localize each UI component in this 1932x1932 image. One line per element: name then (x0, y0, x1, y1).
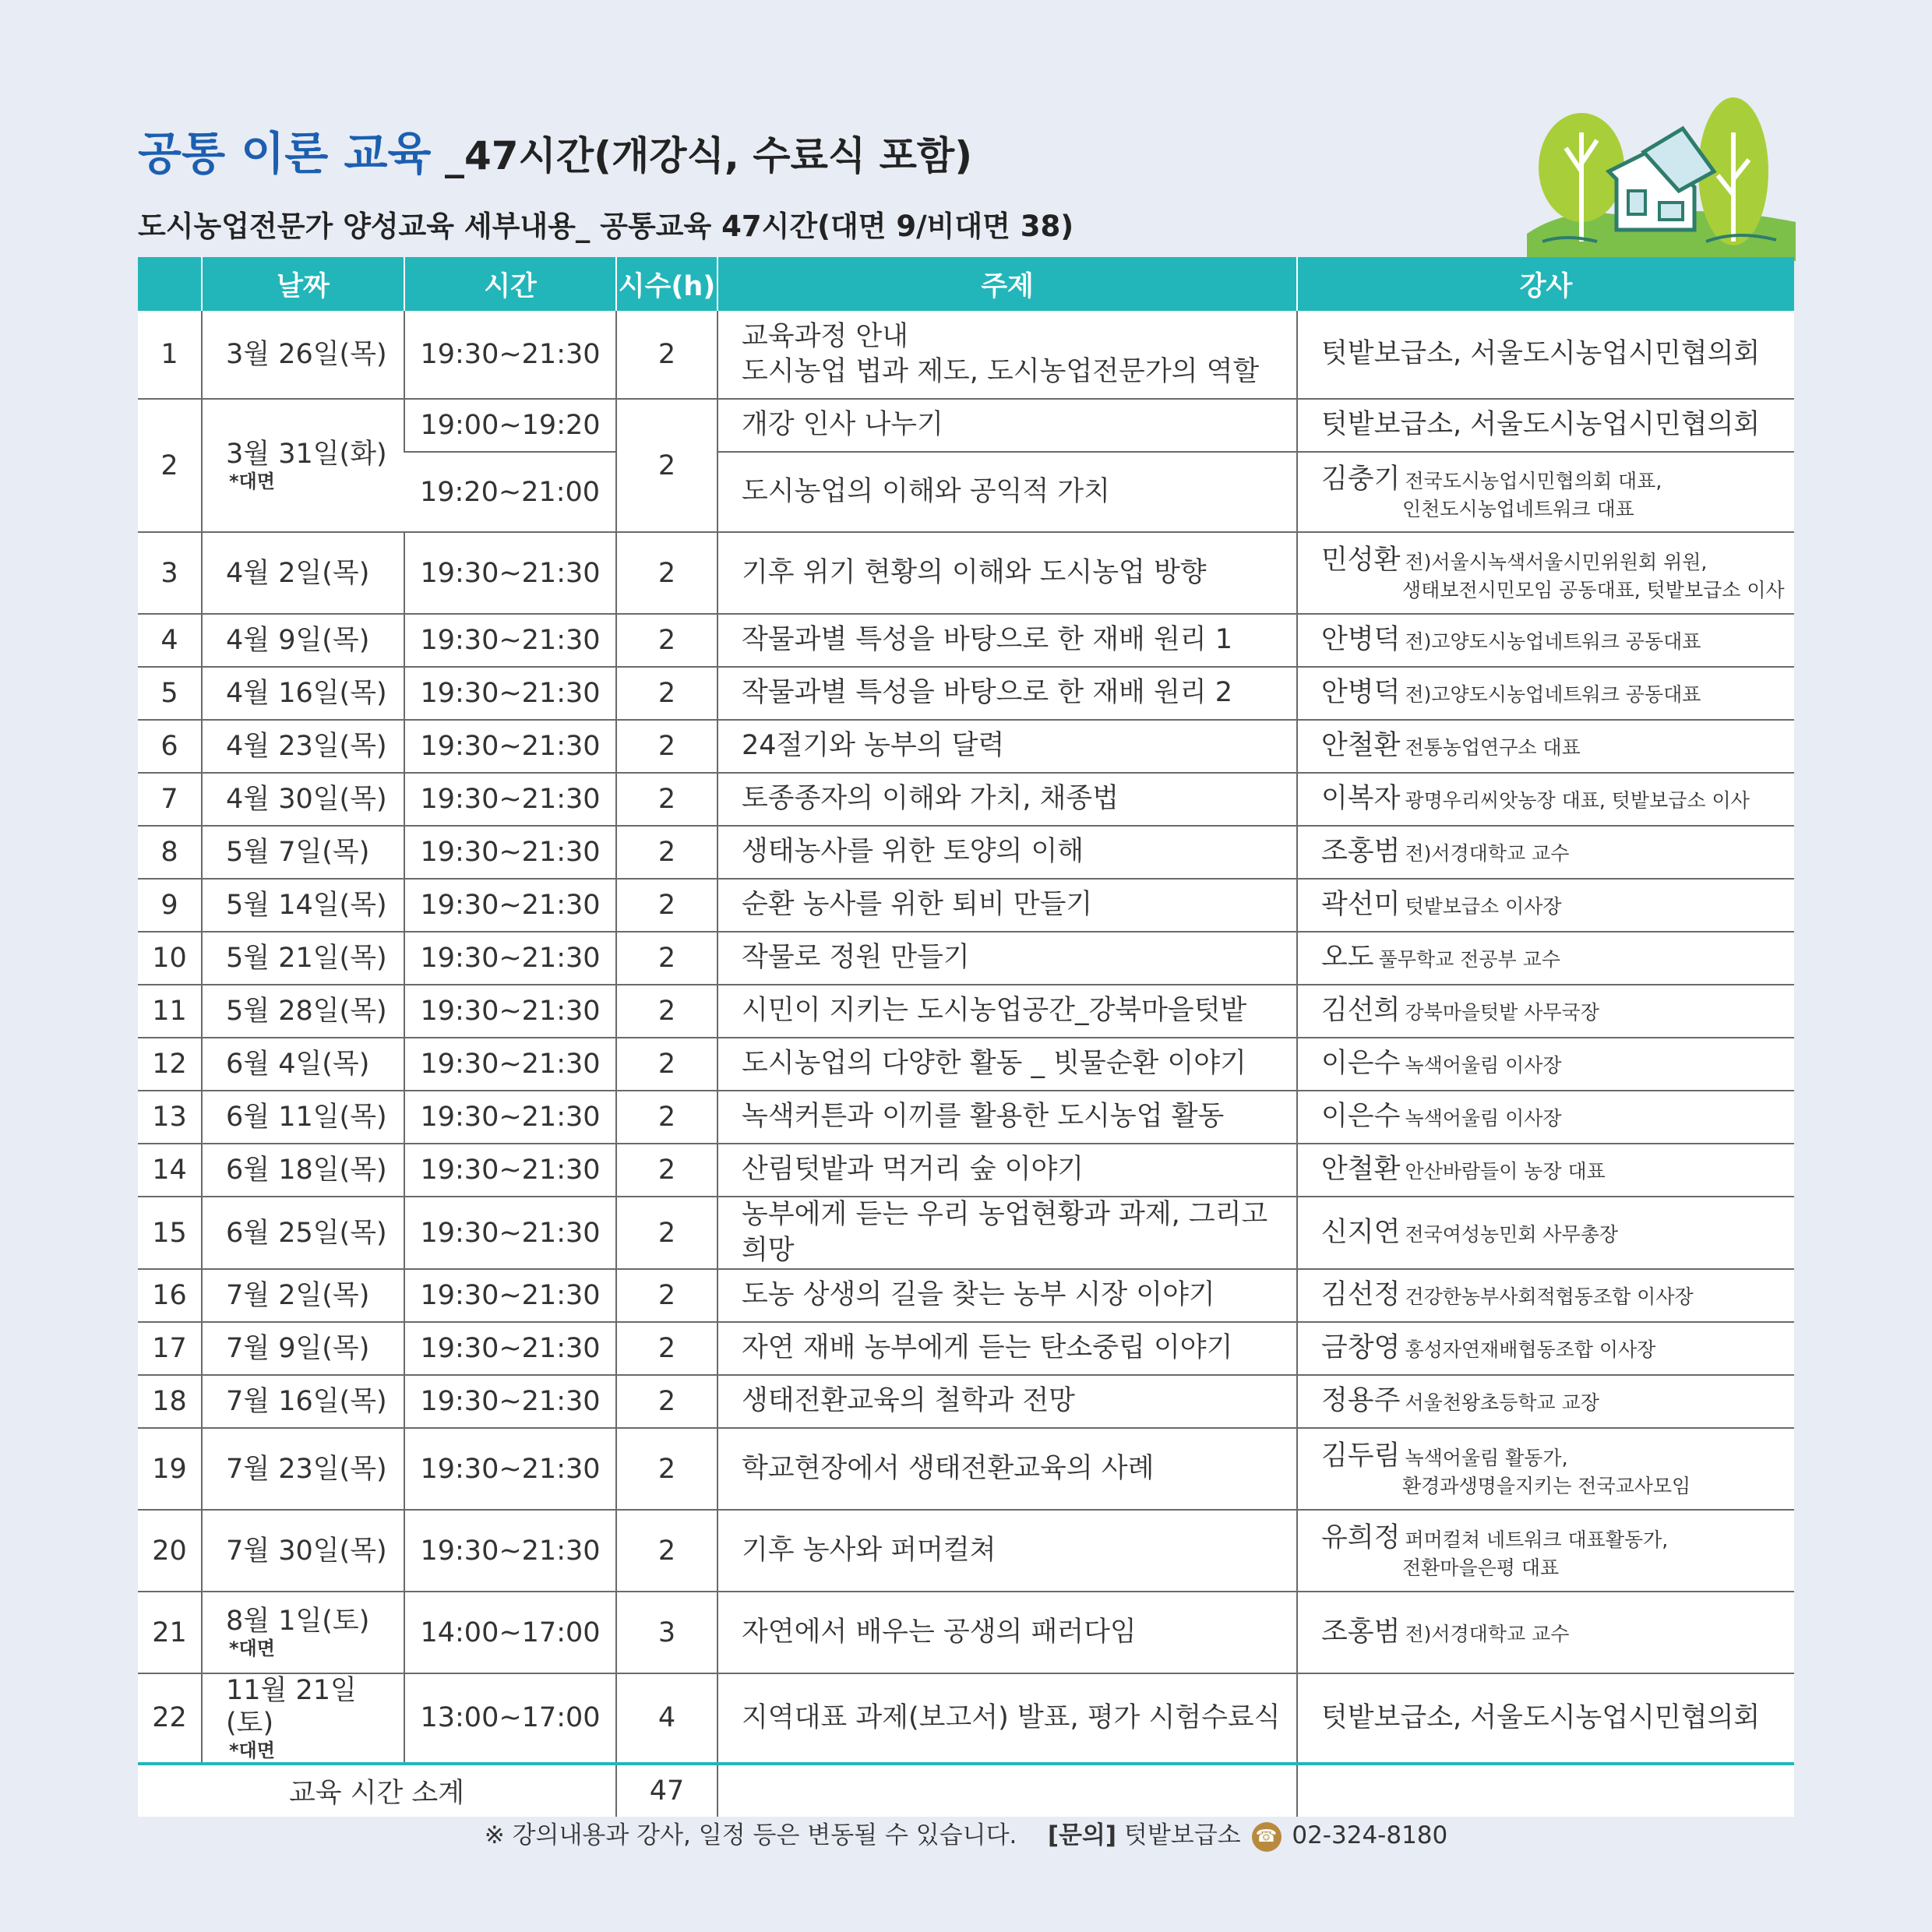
row-lecturer: 이은수 녹색어울림 이사장 (1297, 1091, 1794, 1144)
in-person-note: *대면 (229, 471, 275, 493)
row-lecturer: 안철환 안산바람들이 농장 대표 (1297, 1144, 1794, 1197)
row-lecturer: 금창영 홍성자연재배협동조합 이사장 (1297, 1322, 1794, 1375)
row-hours: 2 (616, 773, 717, 826)
change-notice: ※ 강의내용과 강사, 일정 등은 변동될 수 있습니다. (484, 1821, 1017, 1849)
row-date: 4월 23일(목) (202, 720, 404, 773)
row-number: 3 (138, 532, 202, 614)
row-number: 21 (138, 1592, 202, 1673)
table-row (138, 1197, 1794, 1269)
row-number: 2 (138, 399, 202, 532)
table-row (138, 667, 1794, 720)
row-topic: 토종종자의 이해와 가치, 채종법 (717, 773, 1297, 826)
row-number: 9 (138, 879, 202, 932)
row-topic: 시민이 지키는 도시농업공간_강북마을텃밭 (717, 985, 1297, 1038)
total-hours: 47 (616, 1764, 717, 1817)
row-lecturer: 텃밭보급소, 서울도시농업시민협의회 (1297, 399, 1794, 452)
row-lecturer: 민성환 전)서울시녹색서울시민위원회 위원, 생태보전시민모임 공동대표, 텃밭보급소 이사 (1297, 532, 1794, 614)
row-lecturer: 안병덕 전)고양도시농업네트워크 공동대표 (1297, 614, 1794, 667)
table-row (138, 826, 1794, 879)
row-time: 19:30~21:30 (404, 1091, 616, 1144)
row-number: 15 (138, 1197, 202, 1269)
row-hours: 2 (616, 532, 717, 614)
page-subtitle: 도시농업전문가 양성교육 세부내용_ 공통교육 47시간(대면 9/비대면 38) (138, 210, 1074, 243)
row-date: 7월 9일(목) (202, 1322, 404, 1375)
row-topic: 기후 위기 현황의 이해와 도시농업 방향 (717, 532, 1297, 614)
row-topic: 순환 농사를 위한 퇴비 만들기 (717, 879, 1297, 932)
row-number: 18 (138, 1375, 202, 1428)
col-header-date: 날짜 (202, 257, 404, 311)
row-hours: 2 (616, 1091, 717, 1144)
row-time: 19:30~21:30 (404, 1038, 616, 1091)
table-row (138, 399, 1794, 452)
row-number: 22 (138, 1673, 202, 1764)
row-time: 19:30~21:30 (404, 1375, 616, 1428)
row-lecturer: 텃밭보급소, 서울도시농업시민협의회 (1297, 311, 1794, 399)
row-number: 16 (138, 1269, 202, 1322)
row-date: 7월 2일(목) (202, 1269, 404, 1322)
col-header-time: 시간 (404, 257, 616, 311)
row-topic: 도시농업의 이해와 공익적 가치 (717, 452, 1297, 532)
table-row (138, 532, 1794, 614)
row-topic: 생태농사를 위한 토양의 이해 (717, 826, 1297, 879)
row-lecturer: 조홍범 전)서경대학교 교수 (1297, 826, 1794, 879)
table-row (138, 1144, 1794, 1197)
total-lecturer-empty (1297, 1764, 1794, 1817)
page-title: 공통 이론 교육 _47시간(개강식, 수료식 포함) (138, 127, 973, 180)
table-row (138, 1510, 1794, 1592)
table-row (138, 985, 1794, 1038)
table-row (138, 773, 1794, 826)
row-topic: 교육과정 안내 도시농업 법과 제도, 도시농업전문가의 역할 (717, 311, 1297, 399)
table-row (138, 1322, 1794, 1375)
row-time: 13:00~17:00 (404, 1673, 616, 1764)
row-number: 10 (138, 932, 202, 985)
row-time: 19:00~19:20 (404, 399, 616, 452)
table-row (138, 614, 1794, 667)
row-lecturer: 오도 풀무학교 전공부 교수 (1297, 932, 1794, 985)
row-lecturer: 이은수 녹색어울림 이사장 (1297, 1038, 1794, 1091)
row-hours: 2 (616, 720, 717, 773)
row-topic: 산림텃밭과 먹거리 숲 이야기 (717, 1144, 1297, 1197)
row-date: 6월 25일(목) (202, 1197, 404, 1269)
row-lecturer: 정용주 서울천왕초등학교 교장 (1297, 1375, 1794, 1428)
col-header-hours: 시수(h) (616, 257, 717, 311)
row-hours: 2 (616, 311, 717, 399)
row-topic: 학교현장에서 생태전환교육의 사례 (717, 1428, 1297, 1510)
row-topic: 개강 인사 나누기 (717, 399, 1297, 452)
row-topic: 자연에서 배우는 공생의 패러다임 (717, 1592, 1297, 1673)
row-number: 11 (138, 985, 202, 1038)
phone-icon: ☎ (1252, 1822, 1282, 1852)
row-time: 19:30~21:30 (404, 879, 616, 932)
row-time: 19:30~21:30 (404, 720, 616, 773)
row-lecturer: 조홍범 전)서경대학교 교수 (1297, 1592, 1794, 1673)
row-number: 6 (138, 720, 202, 773)
row-lecturer: 김선정 건강한농부사회적협동조합 이사장 (1297, 1269, 1794, 1322)
inquiry-label: [문의] (1047, 1821, 1117, 1849)
row-date: 5월 21일(목) (202, 932, 404, 985)
table-row (138, 1091, 1794, 1144)
row-time: 19:30~21:30 (404, 985, 616, 1038)
row-time: 19:30~21:30 (404, 1269, 616, 1322)
row-hours: 2 (616, 985, 717, 1038)
row-time: 14:00~17:00 (404, 1592, 616, 1673)
row-topic: 생태전환교육의 철학과 전망 (717, 1375, 1297, 1428)
row-lecturer: 곽선미 텃밭보급소 이사장 (1297, 879, 1794, 932)
in-person-note: *대면 (229, 1740, 275, 1761)
row-hours: 2 (616, 614, 717, 667)
schedule-table (138, 257, 1794, 1817)
table-row (138, 1269, 1794, 1322)
row-topic: 기후 농사와 퍼머컬쳐 (717, 1510, 1297, 1592)
col-header-topic: 주제 (717, 257, 1297, 311)
total-label: 교육 시간 소계 (138, 1764, 616, 1817)
row-number: 5 (138, 667, 202, 720)
table-row (138, 1428, 1794, 1510)
row-topic: 지역대표 과제(보고서) 발표, 평가 시험수료식 (717, 1673, 1297, 1764)
table-row (138, 879, 1794, 932)
row-hours: 4 (616, 1673, 717, 1764)
row-lecturer: 이복자 광명우리씨앗농장 대표, 텃밭보급소 이사 (1297, 773, 1794, 826)
row-time: 19:30~21:30 (404, 1197, 616, 1269)
row-lecturer: 김두림 녹색어울림 활동가, 환경과생명을지키는 전국교사모임 (1297, 1428, 1794, 1510)
row-time: 19:30~21:30 (404, 311, 616, 399)
footer-notice (0, 1815, 1932, 1852)
row-time: 19:30~21:30 (404, 1144, 616, 1197)
row-hours: 2 (616, 826, 717, 879)
col-header-lecturer: 강사 (1297, 257, 1794, 311)
row-hours: 2 (616, 879, 717, 932)
house-trees-illustration (1527, 86, 1796, 261)
row-number: 14 (138, 1144, 202, 1197)
row-hours: 2 (616, 1322, 717, 1375)
row-topic: 작물과별 특성을 바탕으로 한 재배 원리 2 (717, 667, 1297, 720)
row-date: 7월 16일(목) (202, 1375, 404, 1428)
row-date: 3월 26일(목) (202, 311, 404, 399)
row-hours: 2 (616, 1375, 717, 1428)
row-hours: 2 (616, 667, 717, 720)
row-date: 11월 21일(토) *대면 (202, 1673, 404, 1764)
row-date: 3월 31일(화) *대면 (202, 399, 404, 532)
table-row (138, 1673, 1794, 1764)
row-date: 4월 30일(목) (202, 773, 404, 826)
row-number: 20 (138, 1510, 202, 1592)
row-topic: 농부에게 듣는 우리 농업현황과 과제, 그리고 희망 (717, 1197, 1297, 1269)
row-number: 4 (138, 614, 202, 667)
row-date: 6월 4일(목) (202, 1038, 404, 1091)
row-lecturer: 텃밭보급소, 서울도시농업시민협의회 (1297, 1673, 1794, 1764)
row-hours: 2 (616, 1428, 717, 1510)
row-hours: 2 (616, 1269, 717, 1322)
row-date: 4월 2일(목) (202, 532, 404, 614)
row-date: 8월 1일(토) *대면 (202, 1592, 404, 1673)
row-lecturer: 유희정 퍼머컬쳐 네트워크 대표활동가, 전환마을은평 대표 (1297, 1510, 1794, 1592)
row-date: 7월 23일(목) (202, 1428, 404, 1510)
total-topic-empty (717, 1764, 1297, 1817)
table-header-row (138, 257, 1794, 311)
col-header-no (138, 257, 202, 311)
row-hours: 2 (616, 1038, 717, 1091)
inquiry-org: 텃밭보급소 (1123, 1821, 1241, 1849)
row-time: 19:30~21:30 (404, 532, 616, 614)
row-time: 19:30~21:30 (404, 1322, 616, 1375)
in-person-note: *대면 (229, 1638, 275, 1660)
row-date: 5월 7일(목) (202, 826, 404, 879)
table-row (138, 932, 1794, 985)
row-topic: 24절기와 농부의 달력 (717, 720, 1297, 773)
row-number: 17 (138, 1322, 202, 1375)
row-hours: 2 (616, 1510, 717, 1592)
row-topic: 작물로 정원 만들기 (717, 932, 1297, 985)
row-number: 1 (138, 311, 202, 399)
table-row (138, 1375, 1794, 1428)
row-lecturer: 안병덕 전)고양도시농업네트워크 공동대표 (1297, 667, 1794, 720)
table-row (138, 1038, 1794, 1091)
row-number: 12 (138, 1038, 202, 1091)
row-number: 8 (138, 826, 202, 879)
row-time: 19:30~21:30 (404, 614, 616, 667)
row-date: 7월 30일(목) (202, 1510, 404, 1592)
row-hours: 2 (616, 399, 717, 532)
row-hours: 2 (616, 1197, 717, 1269)
row-hours: 2 (616, 1144, 717, 1197)
row-time: 19:30~21:30 (404, 1510, 616, 1592)
row-time: 19:30~21:30 (404, 1428, 616, 1510)
row-time: 19:30~21:30 (404, 932, 616, 985)
row-lecturer: 신지연 전국여성농민회 사무총장 (1297, 1197, 1794, 1269)
row-date: 5월 28일(목) (202, 985, 404, 1038)
row-time: 19:30~21:30 (404, 667, 616, 720)
row-date: 4월 16일(목) (202, 667, 404, 720)
row-time: 19:30~21:30 (404, 826, 616, 879)
row-date: 6월 18일(목) (202, 1144, 404, 1197)
row-date: 6월 11일(목) (202, 1091, 404, 1144)
phone-number[interactable]: 02-324-8180 (1292, 1821, 1448, 1849)
table-row (138, 720, 1794, 773)
row-lecturer: 안철환 전통농업연구소 대표 (1297, 720, 1794, 773)
row-topic: 녹색커튼과 이끼를 활용한 도시농업 활동 (717, 1091, 1297, 1144)
title-block (138, 117, 1462, 245)
row-topic: 도시농업의 다양한 활동 _ 빗물순환 이야기 (717, 1038, 1297, 1091)
row-topic: 도농 상생의 길을 찾는 농부 시장 이야기 (717, 1269, 1297, 1322)
total-row (138, 1764, 1794, 1817)
row-hours: 2 (616, 932, 717, 985)
row-lecturer: 김충기 전국도시농업시민협의회 대표, 인천도시농업네트워크 대표 (1297, 452, 1794, 532)
row-topic: 자연 재배 농부에게 듣는 탄소중립 이야기 (717, 1322, 1297, 1375)
row-topic: 작물과별 특성을 바탕으로 한 재배 원리 1 (717, 614, 1297, 667)
row-time: 19:20~21:00 (404, 452, 616, 532)
row-number: 7 (138, 773, 202, 826)
row-date: 4월 9일(목) (202, 614, 404, 667)
row-hours: 3 (616, 1592, 717, 1673)
row-time: 19:30~21:30 (404, 773, 616, 826)
table-row (138, 1592, 1794, 1673)
row-number: 19 (138, 1428, 202, 1510)
row-date: 5월 14일(목) (202, 879, 404, 932)
table-row (138, 311, 1794, 399)
row-lecturer: 김선희 강북마을텃밭 사무국장 (1297, 985, 1794, 1038)
row-number: 13 (138, 1091, 202, 1144)
